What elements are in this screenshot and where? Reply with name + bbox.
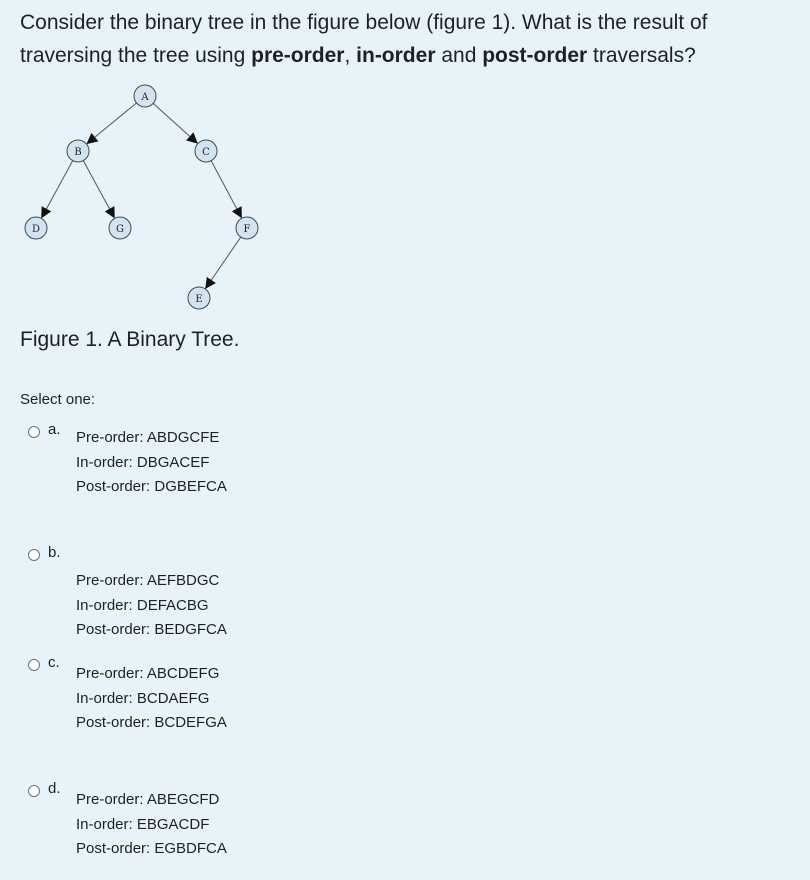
pre-order-line: Pre-order: AEFBDGC bbox=[76, 572, 220, 589]
tree-node-e bbox=[188, 287, 210, 309]
option-letter: a. bbox=[48, 421, 61, 438]
tree-node-a bbox=[134, 85, 156, 107]
radio-button[interactable] bbox=[28, 426, 40, 438]
option-letter: d. bbox=[48, 780, 61, 797]
radio-button[interactable] bbox=[28, 659, 40, 671]
tree-node-d bbox=[25, 217, 47, 239]
tree-edge-c-f bbox=[211, 161, 241, 218]
post-order-line: Post-order: DGBEFCA bbox=[76, 478, 227, 495]
option-text bbox=[76, 569, 227, 643]
node-label: F bbox=[243, 224, 251, 235]
tree-edge-f-e bbox=[206, 237, 241, 288]
node-label: D bbox=[31, 224, 41, 235]
option-text bbox=[76, 662, 227, 736]
option-text bbox=[76, 426, 227, 500]
tree-edge-b-g bbox=[83, 161, 114, 218]
binary-tree-figure bbox=[0, 0, 300, 320]
post-order-line: Post-order: BEDGFCA bbox=[76, 621, 227, 638]
option-letter: c. bbox=[48, 654, 60, 671]
post-order-line: Post-order: BCDEFGA bbox=[76, 714, 227, 731]
in-order-line: In-order: BCDAEFG bbox=[76, 689, 210, 707]
option-letter: b. bbox=[48, 544, 61, 561]
figure-caption: Figure 1. A Binary Tree. bbox=[20, 328, 240, 351]
in-order-line: In-order: DBGACEF bbox=[76, 453, 210, 471]
node-label: A bbox=[141, 92, 149, 103]
node-label: B bbox=[74, 147, 82, 158]
select-one-label: Select one: bbox=[20, 391, 96, 408]
pre-order-line: Pre-order: ABEGCFD bbox=[76, 791, 220, 808]
question-sep-2: and bbox=[435, 44, 483, 67]
tree-edge-a-c bbox=[153, 103, 197, 143]
term-pre-order: pre-order bbox=[251, 44, 345, 67]
tree-edge-a-b bbox=[87, 103, 136, 143]
pre-order-line: Pre-order: ABDGCFE bbox=[76, 429, 220, 446]
in-order-line: In-order: DEFACBG bbox=[76, 596, 209, 614]
option-text bbox=[76, 788, 227, 862]
node-label: C bbox=[202, 147, 210, 158]
term-post-order: post-order bbox=[482, 44, 588, 67]
radio-button[interactable] bbox=[28, 785, 40, 797]
tree-node-f bbox=[236, 217, 258, 239]
tree-edge-b-d bbox=[42, 161, 73, 218]
post-order-line: Post-order: EGBDFCA bbox=[76, 840, 227, 857]
radio-button[interactable] bbox=[28, 549, 40, 561]
node-label: G bbox=[116, 224, 124, 235]
term-in-order: in-order bbox=[356, 44, 436, 67]
in-order-line: In-order: EBGACDF bbox=[76, 815, 210, 833]
question-suffix: traversals? bbox=[587, 44, 696, 67]
node-label: E bbox=[195, 294, 203, 305]
tree-node-c bbox=[195, 140, 217, 162]
tree-node-b bbox=[67, 140, 89, 162]
question-sep-1: , bbox=[344, 44, 357, 67]
tree-node-g bbox=[109, 217, 131, 239]
pre-order-line: Pre-order: ABCDEFG bbox=[76, 665, 220, 682]
question-prefix: Consider the binary tree in the figure below (figure 1). What is the result of traversing the tree using bbox=[20, 11, 708, 67]
